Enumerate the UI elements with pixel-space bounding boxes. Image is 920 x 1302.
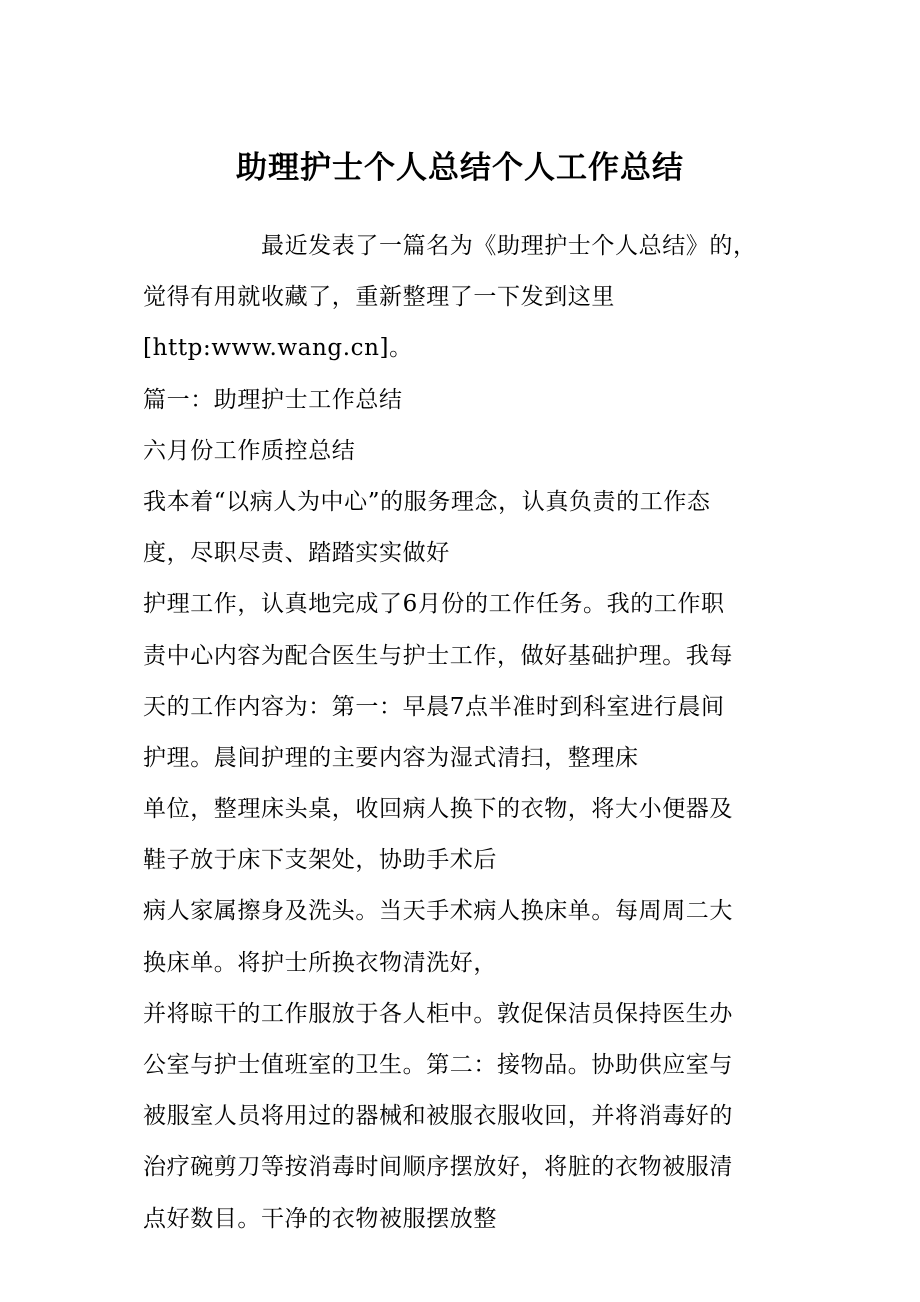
paragraph-line: 并将晾干的工作服放于各人柜中。敦促保洁员保持医生办 <box>143 1000 733 1027</box>
document-body <box>143 221 783 1245</box>
section-heading: 篇一：助理护士工作总结 <box>143 386 403 413</box>
paragraph-line: 被服室人员将用过的器械和被服衣服收回，并将消毒好的 <box>143 1103 733 1130</box>
paragraph-line: 鞋子放于床下支架处，协助手术后 <box>143 847 497 874</box>
paragraph-line: 治疗碗剪刀等按消毒时间顺序摆放好，将脏的衣物被服清 <box>143 1154 733 1181</box>
paragraph-line: 天的工作内容为：第一：早晨7点半准时到科室进行晨间 <box>143 693 725 720</box>
paragraph-line: 护理。晨间护理的主要内容为湿式清扫，整理床 <box>143 744 639 771</box>
paragraph-line: 护理工作，认真地完成了6月份的工作任务。我的工作职 <box>143 591 725 618</box>
paragraph-line: 责中心内容为配合医生与护士工作，做好基础护理。我每 <box>143 642 733 669</box>
paragraph-line: 点好数目。干净的衣物被服摆放整 <box>143 1205 497 1232</box>
paragraph-line: 度，尽职尽责、踏踏实实做好 <box>143 540 450 567</box>
paragraph-line: 单位，整理床头桌，收回病人换下的衣物，将大小便器及 <box>143 796 733 823</box>
paragraph-line: 我本着“以病人为中心”的服务理念，认真负责的工作态 <box>143 488 711 515</box>
paragraph-line: 最近发表了一篇名为《助理护士个人总结》的， <box>261 233 757 259</box>
paragraph-line: 公室与护士值班室的卫生。第二：接物品。协助供应室与 <box>143 1052 733 1078</box>
paragraph-line: 觉得有用就收藏了，重新整理了一下发到这里 <box>143 284 615 311</box>
document-title: 助理护士个人总结个人工作总结 <box>236 150 684 186</box>
paragraph-line: 换床单。将护士所换衣物清洗好， <box>143 949 497 976</box>
paragraph-line: 病人家属擦身及洗头。当天手术病人换床单。每周周二大 <box>143 898 733 925</box>
subsection-heading: 六月份工作质控总结 <box>143 437 356 464</box>
paragraph-line: [http:www.wang.cn]。 <box>143 335 413 362</box>
